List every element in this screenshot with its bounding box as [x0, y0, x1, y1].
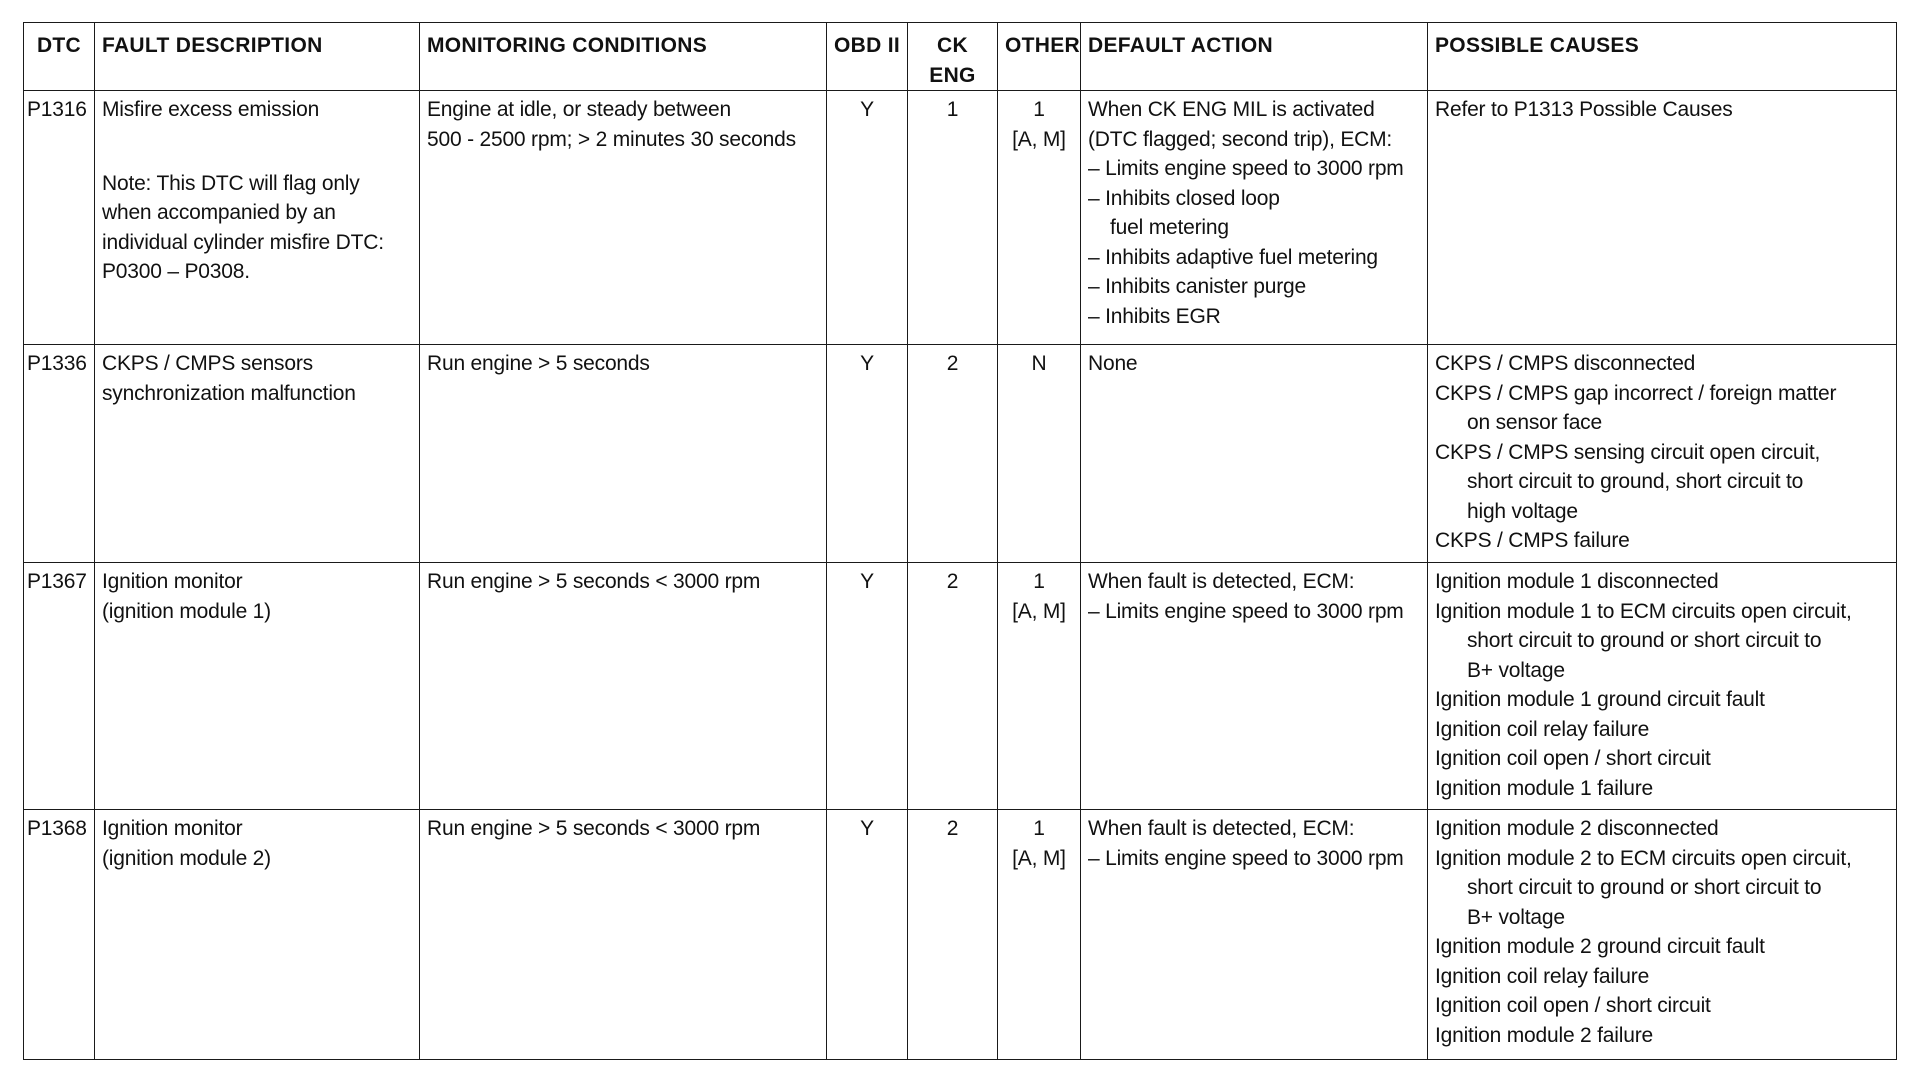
default-action: – Inhibits canister purge	[1088, 275, 1306, 298]
other-cell	[998, 563, 1081, 810]
possible-cause: Ignition module 2 disconnected	[1435, 817, 1719, 840]
monitoring-conditions-cell	[420, 563, 827, 810]
possible-cause: Ignition coil open / short circuit	[1435, 747, 1711, 770]
monitoring-conditions-cell	[420, 810, 827, 1060]
default-action: – Limits engine speed to 3000 rpm	[1088, 846, 1404, 870]
default-action-cell	[1081, 563, 1428, 810]
dtc-code: P1367	[24, 563, 95, 810]
fault-description: Ignition monitor	[102, 570, 243, 593]
possible-causes-cell	[1428, 91, 1897, 345]
possible-cause: short circuit to ground, short circuit to	[1467, 470, 1804, 493]
dtc-table	[23, 22, 1897, 1060]
monitoring-conditions-cell	[420, 91, 827, 345]
table-row	[24, 345, 1897, 563]
other-cell	[998, 345, 1081, 563]
spacer	[102, 125, 412, 147]
header-possible-causes: POSSIBLE CAUSES	[1428, 23, 1897, 91]
possible-causes-cell	[1428, 563, 1897, 810]
fault-description-cell	[95, 91, 420, 345]
possible-cause: CKPS / CMPS disconnected	[1435, 352, 1696, 375]
other-value: 1	[1033, 98, 1045, 121]
other-qualifier: [A, M]	[1012, 127, 1066, 151]
obd-ii-value: Y	[827, 91, 908, 345]
fault-description: Misfire excess emission	[102, 98, 320, 121]
table-row	[24, 810, 1897, 1060]
fault-description: (ignition module 2)	[102, 846, 271, 870]
monitoring-condition: Run engine > 5 seconds < 3000 rpm	[427, 817, 761, 840]
default-action: None	[1088, 352, 1138, 375]
default-action-cell	[1081, 345, 1428, 563]
fault-note: P0300 – P0308.	[102, 260, 250, 283]
header-monitoring-conditions: MONITORING CONDITIONS	[420, 23, 827, 91]
possible-cause: CKPS / CMPS sensing circuit open circuit,	[1435, 440, 1821, 464]
fault-description-cell	[95, 563, 420, 810]
header-dtc: DTC	[24, 23, 95, 91]
dtc-code: P1336	[24, 345, 95, 563]
fault-description-cell	[95, 810, 420, 1060]
other-qualifier: [A, M]	[1012, 846, 1066, 870]
ck-eng-value: 2	[908, 563, 998, 810]
possible-cause: Ignition coil relay failure	[1435, 964, 1650, 988]
possible-cause: Ignition module 1 to ECM circuits open circuit,	[1435, 599, 1852, 623]
monitoring-condition: Engine at idle, or steady between	[427, 98, 731, 121]
possible-cause: Ignition module 2 to ECM circuits open circuit,	[1435, 846, 1852, 870]
header-other: OTHER	[998, 23, 1081, 91]
fault-note: individual cylinder misfire DTC:	[102, 230, 384, 254]
fault-description: CKPS / CMPS sensors	[102, 352, 313, 375]
possible-cause: Ignition module 2 failure	[1435, 1023, 1653, 1047]
fault-description-cell	[95, 345, 420, 563]
header-obd-ii: OBD II	[827, 23, 908, 91]
possible-cause: short circuit to ground or short circuit to	[1467, 876, 1822, 899]
default-action: – Inhibits adaptive fuel metering	[1088, 245, 1378, 269]
monitoring-condition: Run engine > 5 seconds < 3000 rpm	[427, 570, 761, 593]
monitoring-conditions-cell	[420, 345, 827, 563]
table-row	[24, 91, 1897, 345]
obd-ii-value: Y	[827, 810, 908, 1060]
ck-eng-value: 2	[908, 810, 998, 1060]
default-action: – Limits engine speed to 3000 rpm	[1088, 599, 1404, 623]
possible-cause: CKPS / CMPS failure	[1435, 529, 1630, 552]
monitoring-condition: Run engine > 5 seconds	[427, 352, 650, 375]
possible-causes-cell	[1428, 345, 1897, 563]
possible-cause: CKPS / CMPS gap incorrect / foreign matter	[1435, 381, 1837, 405]
default-action: When fault is detected, ECM:	[1088, 817, 1355, 840]
other-cell	[998, 810, 1081, 1060]
dtc-code: P1368	[24, 810, 95, 1060]
possible-cause: B+ voltage	[1467, 905, 1565, 929]
default-action: – Inhibits closed loop	[1088, 186, 1280, 210]
fault-note: Note: This DTC will flag only	[102, 171, 360, 195]
other-value: 1	[1033, 817, 1045, 840]
default-action: – Limits engine speed to 3000 rpm	[1088, 157, 1404, 180]
default-action: (DTC flagged; second trip), ECM:	[1088, 127, 1393, 151]
header-ck-eng: CK ENG	[908, 23, 998, 91]
default-action: When CK ENG MIL is activated	[1088, 98, 1375, 121]
fault-description: Ignition monitor	[102, 817, 243, 840]
ck-eng-value: 2	[908, 345, 998, 563]
possible-cause: on sensor face	[1467, 411, 1602, 434]
dtc-code: P1316	[24, 91, 95, 345]
fault-description: synchronization malfunction	[102, 381, 356, 405]
possible-cause: B+ voltage	[1467, 658, 1565, 682]
possible-cause: Ignition module 1 ground circuit fault	[1435, 688, 1765, 711]
fault-description: (ignition module 1)	[102, 599, 271, 623]
spacer	[102, 147, 412, 169]
default-action-cell	[1081, 91, 1428, 345]
default-action: fuel metering	[1110, 216, 1229, 239]
default-action: – Inhibits EGR	[1088, 304, 1221, 328]
possible-cause: Refer to P1313 Possible Causes	[1435, 98, 1733, 121]
obd-ii-value: Y	[827, 563, 908, 810]
header-fault-description: FAULT DESCRIPTION	[95, 23, 420, 91]
other-qualifier: [A, M]	[1012, 599, 1066, 623]
possible-cause: Ignition coil open / short circuit	[1435, 994, 1711, 1017]
possible-cause: Ignition module 1 failure	[1435, 776, 1653, 800]
header-row	[24, 23, 1897, 91]
other-value: N	[1031, 352, 1047, 375]
default-action-cell	[1081, 810, 1428, 1060]
ck-eng-value: 1	[908, 91, 998, 345]
possible-causes-cell	[1428, 810, 1897, 1060]
monitoring-condition: 500 - 2500 rpm; > 2 minutes 30 seconds	[427, 127, 796, 151]
header-default-action: DEFAULT ACTION	[1081, 23, 1428, 91]
other-cell	[998, 91, 1081, 345]
fault-note: when accompanied by an	[102, 201, 336, 224]
possible-cause: Ignition module 2 ground circuit fault	[1435, 935, 1765, 958]
other-value: 1	[1033, 570, 1045, 593]
obd-ii-value: Y	[827, 345, 908, 563]
possible-cause: high voltage	[1467, 499, 1578, 523]
possible-cause: Ignition coil relay failure	[1435, 717, 1650, 741]
table-row	[24, 563, 1897, 810]
possible-cause: short circuit to ground or short circuit to	[1467, 629, 1822, 652]
default-action: When fault is detected, ECM:	[1088, 570, 1355, 593]
possible-cause: Ignition module 1 disconnected	[1435, 570, 1719, 593]
